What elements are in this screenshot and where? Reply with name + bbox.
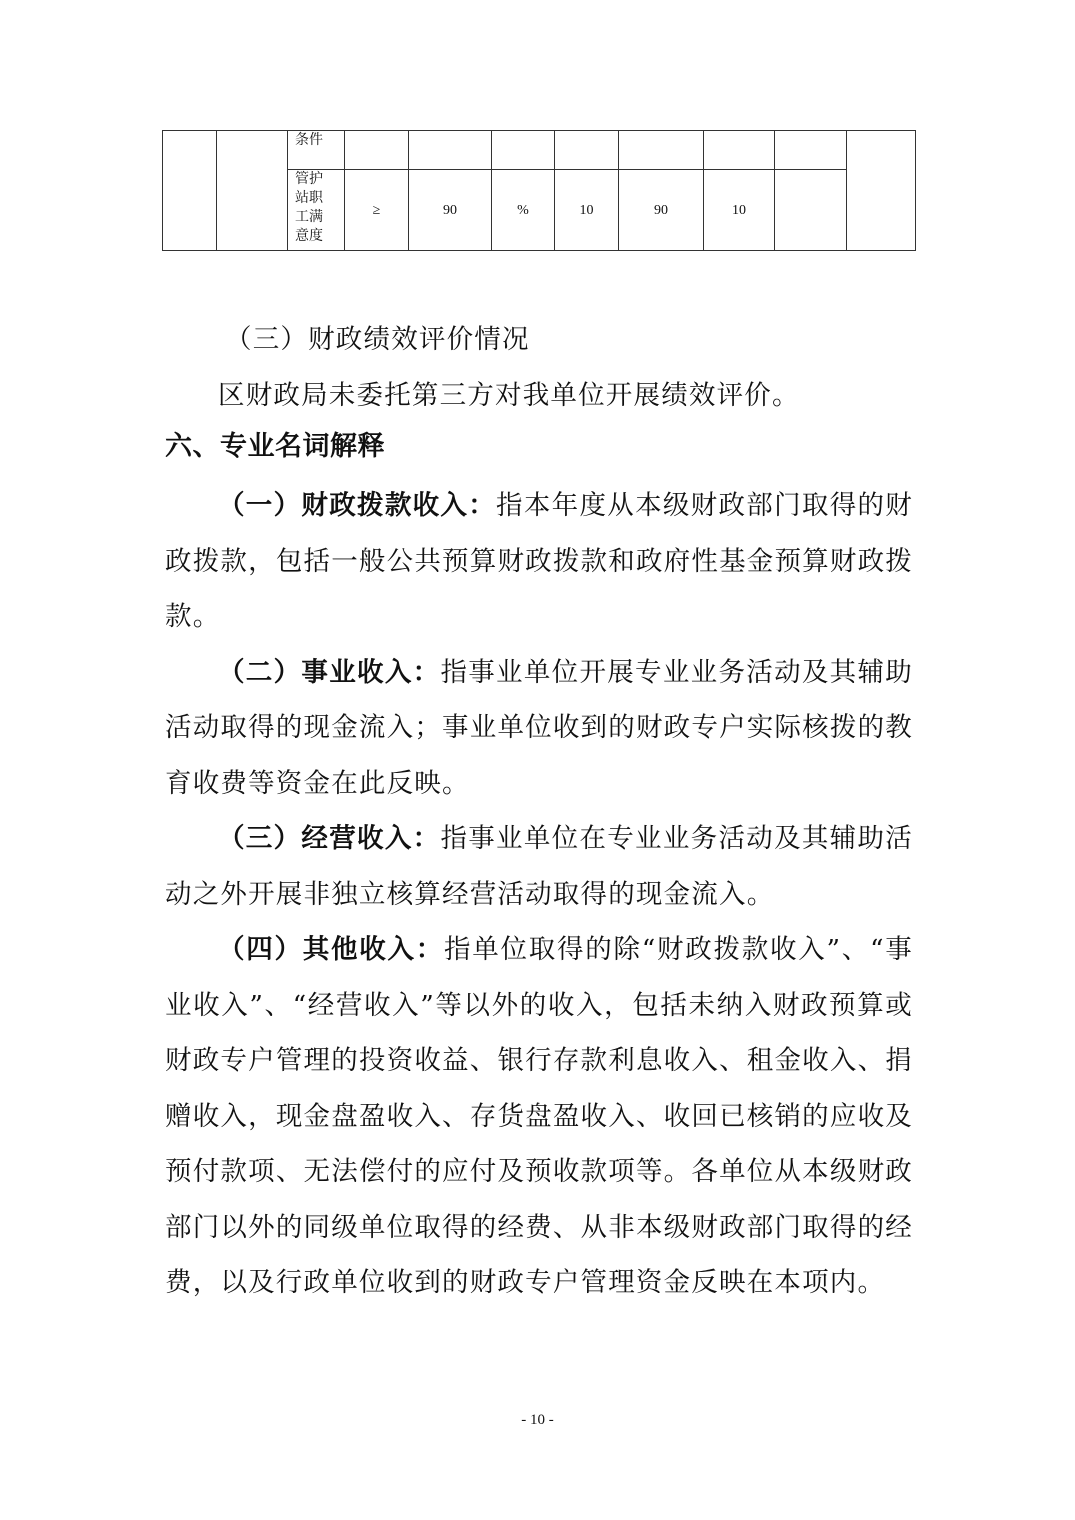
table-cell xyxy=(345,131,409,170)
actual-cell: 90 xyxy=(619,170,704,251)
section-3-body: 区财政局未委托第三方对我单位开展绩效评价。 xyxy=(218,380,800,411)
section-3-heading: （三）财政绩效评价情况 xyxy=(225,324,530,355)
section-6-heading: 六、专业名词解释 xyxy=(165,431,385,462)
table-cell xyxy=(217,131,288,251)
term-text: 指本年度从本级财政部门取得的财政拨款，包括一般公共预算财政拨款和政府性基金预算财政拨款。 xyxy=(165,490,914,632)
indicator-cell xyxy=(288,131,345,170)
target-cell: 90 xyxy=(409,170,492,251)
indicator-cell xyxy=(288,170,345,251)
table-cell xyxy=(555,131,619,170)
table-cell xyxy=(775,170,847,251)
table-cell xyxy=(775,131,847,170)
table-cell xyxy=(704,131,775,170)
table-cell xyxy=(492,131,555,170)
indicator-name: 条件 xyxy=(295,133,323,148)
term-label: （三）经营收入： xyxy=(218,823,441,854)
table-cell xyxy=(847,131,916,251)
weight-cell: 10 xyxy=(555,170,619,251)
performance-table xyxy=(162,130,916,251)
operator-cell: ≥ xyxy=(345,170,409,251)
indicator-name: 管护站职工满意度 xyxy=(295,172,323,244)
term-label: （四）其他收入： xyxy=(218,934,444,965)
term-paragraph xyxy=(165,478,913,645)
terms-block xyxy=(165,478,913,1311)
section-3-body-block xyxy=(165,368,913,424)
term-paragraph xyxy=(165,922,913,1311)
score-cell: 10 xyxy=(704,170,775,251)
unit-cell: % xyxy=(492,170,555,251)
term-text: 指单位取得的除“财政拨款收入”、“事业收入”、“经营收入”等以外的收入，包括未纳入财政预算或财政专户管理的投资收益、银行存款利息收入、租金收入、捐赠收入，现金盘盈收入、存货盘盈收入、收回已核销的应收及预付款项、无法偿付的应付及预收款项等。各单位从本级财政部门以外的同级单位取得的经费、从非本级财政部门取得的经费，以及行政单位收到的财政专户管理资金反映在本项内。 xyxy=(165,934,913,1298)
table-cell xyxy=(163,131,217,251)
table-row xyxy=(163,131,916,170)
term-text: 指事业单位开展专业业务活动及其辅助活动取得的现金流入；事业单位收到的财政专户实际核拨的教育收费等资金在此反映。 xyxy=(165,656,913,799)
term-text: 指事业单位在专业业务活动及其辅助活动之外开展非独立核算经营活动取得的现金流入。 xyxy=(165,823,913,910)
term-paragraph xyxy=(165,645,913,812)
table-cell xyxy=(409,131,492,170)
page-number: - 10 - xyxy=(521,1412,554,1428)
term-label: （二）事业收入： xyxy=(218,656,441,688)
term-paragraph xyxy=(165,811,913,922)
term-label: （一）财政拨款收入： xyxy=(218,490,497,521)
table-cell xyxy=(619,131,704,170)
